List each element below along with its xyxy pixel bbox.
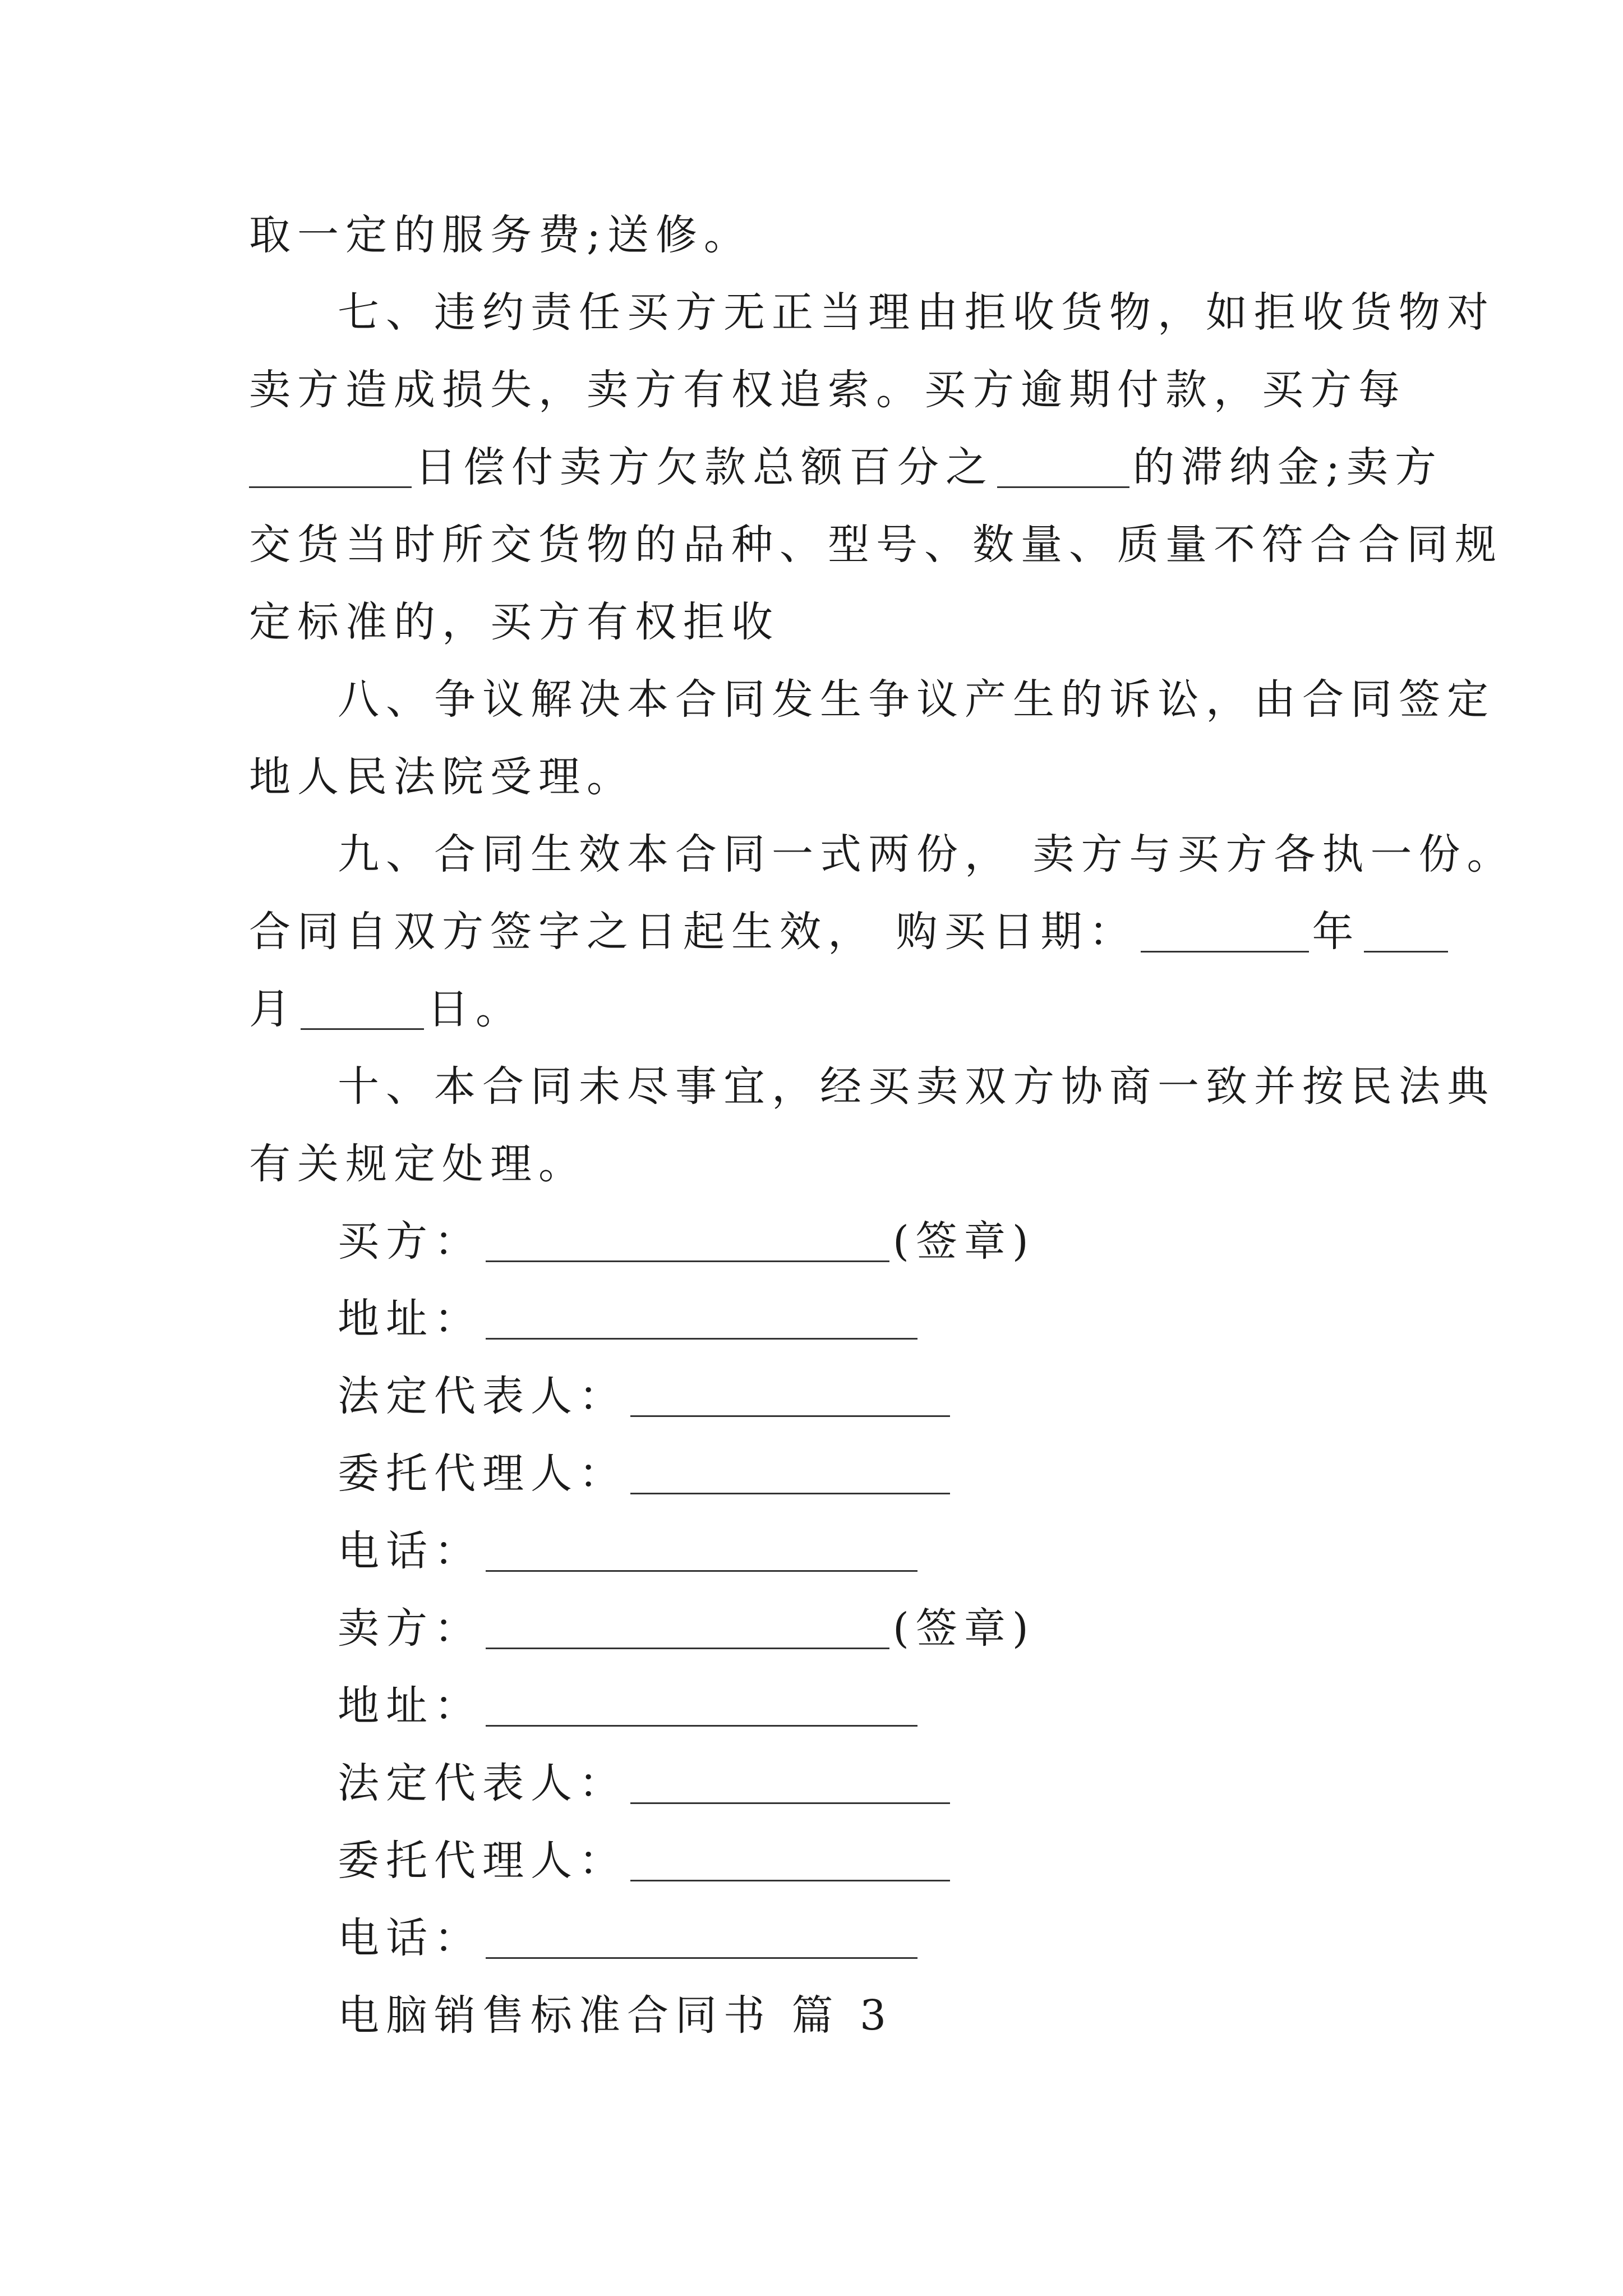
buyer-party-row: [338, 1217, 1035, 1266]
seller-phone-row: [338, 1914, 921, 1962]
paragraph-6-tail: 取一定的服务费;送修。: [249, 211, 752, 259]
purchase-day-blank[interactable]: [301, 991, 424, 1030]
clause-9-line-2-text-a: 合同自双方签字之日起生效， 购买日期：: [249, 908, 1137, 956]
seller-legal-rep-row: [338, 1759, 953, 1807]
clause-9-line-3: [249, 985, 524, 1033]
buyer-name-field[interactable]: [486, 1223, 889, 1262]
penalty-percent-blank[interactable]: [997, 449, 1129, 488]
seller-address-label: 地址：: [338, 1682, 482, 1730]
seller-name-field[interactable]: [486, 1611, 889, 1649]
clause-7-line-5: 定标准的，买方有权拒收: [249, 598, 780, 646]
year-label: 年: [1312, 908, 1361, 956]
clause-9-line-1: 九、合同生效本合同一式两份， 卖方与买方各执一份。: [338, 830, 1515, 878]
buyer-address-row: [338, 1295, 921, 1343]
seller-agent-field[interactable]: [630, 1843, 950, 1881]
buyer-seal-label: (签章): [893, 1217, 1035, 1266]
buyer-address-field[interactable]: [486, 1301, 917, 1340]
buyer-phone-field[interactable]: [486, 1533, 917, 1572]
seller-address-field[interactable]: [486, 1688, 917, 1727]
buyer-phone-label: 电话：: [338, 1527, 482, 1575]
purchase-year-blank[interactable]: [1141, 914, 1309, 953]
seller-legal-rep-label: 法定代表人：: [338, 1759, 627, 1807]
seller-party-label: 卖方：: [338, 1604, 482, 1653]
payment-days-blank[interactable]: [249, 449, 412, 488]
clause-9-line-2: [249, 908, 1451, 956]
purchase-month-blank[interactable]: [1364, 914, 1448, 953]
seller-legal-rep-field[interactable]: [630, 1765, 950, 1804]
buyer-address-label: 地址：: [338, 1295, 482, 1343]
next-section-heading: 电脑销售标准合同书 篇 3: [338, 1991, 893, 2040]
buyer-party-label: 买方：: [338, 1217, 482, 1266]
buyer-phone-row: [338, 1527, 921, 1575]
clause-10-line-1: 十、本合同未尽事宜，经买卖双方协商一致并按民法典: [338, 1062, 1495, 1111]
buyer-legal-rep-field[interactable]: [630, 1378, 950, 1417]
clause-8-line-2: 地人民法院受理。: [249, 753, 635, 801]
clause-7-line-3-text-b: 的滞纳金;卖方: [1133, 443, 1443, 491]
day-label: 日。: [427, 985, 524, 1033]
clause-10-line-2: 有关规定处理。: [249, 1140, 587, 1188]
seller-phone-label: 电话：: [338, 1914, 482, 1962]
buyer-agent-row: [338, 1450, 953, 1498]
buyer-legal-rep-row: [338, 1372, 953, 1420]
seller-seal-label: (签章): [893, 1604, 1035, 1653]
clause-7-line-3: [249, 443, 1443, 491]
clause-7-line-1: 七、违约责任买方无正当理由拒收货物，如拒收货物对: [338, 288, 1495, 337]
seller-address-row: [338, 1682, 921, 1730]
month-label: 月: [249, 985, 297, 1033]
seller-party-row: [338, 1604, 1035, 1653]
buyer-legal-rep-label: 法定代表人：: [338, 1372, 627, 1420]
buyer-agent-field[interactable]: [630, 1456, 950, 1494]
clause-7-line-4: 交货当时所交货物的品种、型号、数量、质量不符合合同规: [249, 521, 1503, 569]
clause-7-line-2: 卖方造成损失，卖方有权追索。买方逾期付款，买方每: [249, 366, 1407, 414]
clause-8-line-1: 八、争议解决本合同发生争议产生的诉讼，由合同签定: [338, 675, 1495, 724]
seller-agent-label: 委托代理人：: [338, 1837, 627, 1885]
seller-phone-field[interactable]: [486, 1920, 917, 1959]
clause-7-line-3-text-a: 日偿付卖方欠款总额百分之: [415, 443, 994, 491]
buyer-agent-label: 委托代理人：: [338, 1450, 627, 1498]
seller-agent-row: [338, 1837, 953, 1885]
